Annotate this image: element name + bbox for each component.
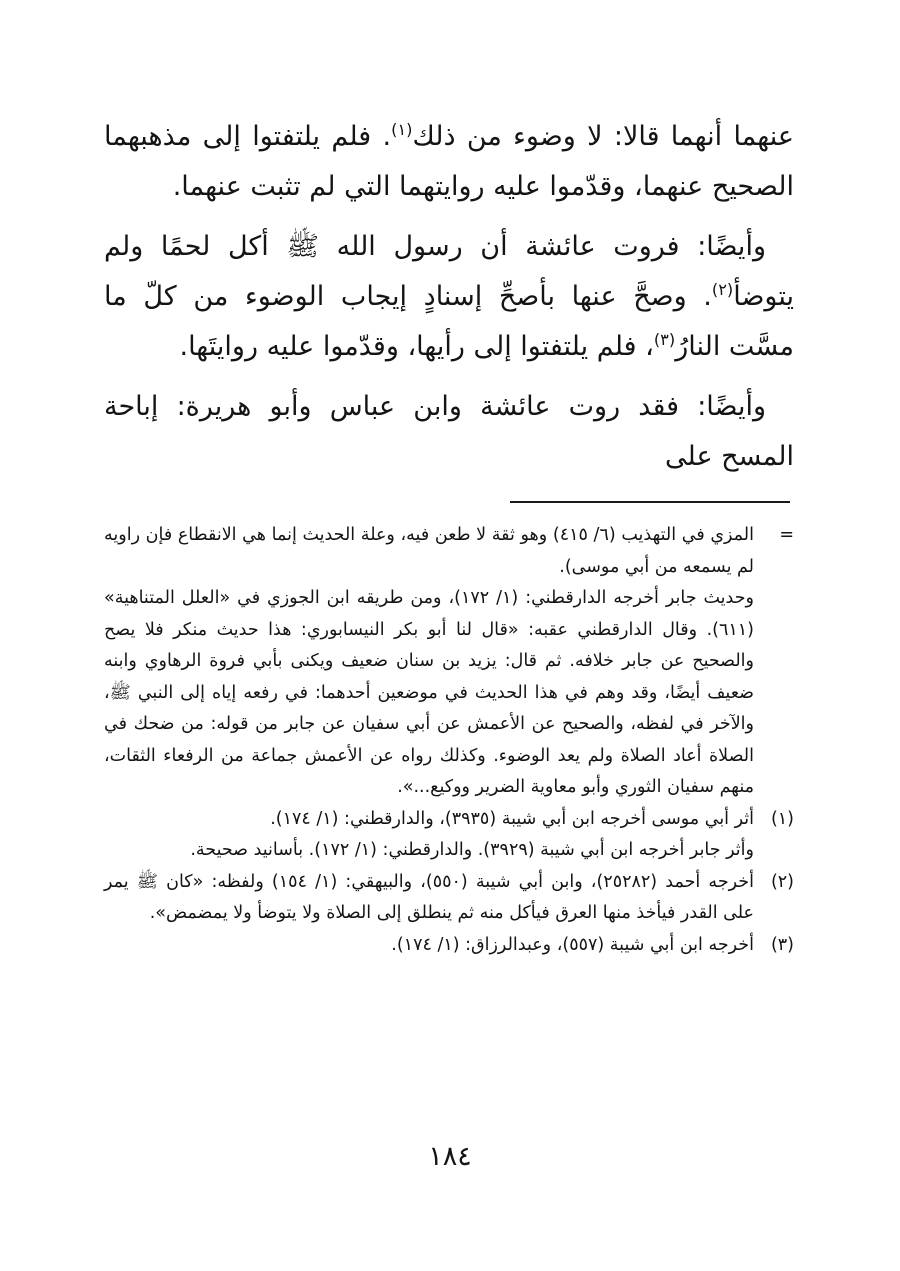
footnotes bbox=[104, 520, 794, 961]
footnote-ref-1[interactable]: (١) bbox=[391, 120, 413, 139]
footnote-2-marker: (٢) bbox=[770, 871, 794, 892]
footnote-2-text: أخرجه أحمد (٢٥٢٨٢)، وابن أبي شيبة (٥٥٠)، والبيهقي: (١/ ١٥٤) ولفظه: «كان ﷺ يمر على القدر فيأخذ منها العرق فيأكل منه ثم ينطلق إلى الصلاة ولا يتوضأ ولا يمضمض». bbox=[104, 871, 754, 923]
footnote-continuation-line-1: المزي في التهذيب (٦/ ٤١٥) وهو ثقة لا طعن فيه، وعلة الحديث إنما هي الانقطاع فإن راويه لم يسمعه من أبي موسى). bbox=[104, 525, 754, 577]
footnote-ref-2[interactable]: (٢) bbox=[711, 280, 734, 299]
footnote-3-marker: (٣) bbox=[770, 934, 794, 955]
footnote-divider bbox=[510, 501, 790, 503]
paragraph-1 bbox=[104, 112, 794, 212]
paragraph-1-text-b: . فلم يلتفتوا إلى مذهبهما الصحيح عنهما، وقدّموا عليه روايتهما التي لم تثبت عنهما. bbox=[104, 121, 794, 202]
footnote-1-text: أثر أبي موسى أخرجه ابن أبي شيبة (٣٩٣٥)، والدارقطني: (١/ ١٧٤). bbox=[270, 808, 754, 829]
footnote-3 bbox=[104, 930, 794, 962]
paragraph-2-text-c: ، فلم يلتفتوا إلى رأيها، وقدّموا عليه روايتَها. bbox=[179, 331, 654, 362]
footnote-1-extra: وأثر جابر أخرجه ابن أبي شيبة (٣٩٢٩). والدارقطني: (١/ ١٧٢). بأسانيد صحيحة. bbox=[190, 840, 754, 860]
footnote-continuation bbox=[104, 520, 794, 583]
footnote-continuation-marker: = bbox=[779, 525, 794, 545]
main-text bbox=[104, 112, 794, 492]
paragraph-2 bbox=[104, 222, 794, 372]
paragraph-2-text-a: وأيضًا: فروت عائشة أن رسول الله ﷺ أكل لحمًا ولم يتوضأ bbox=[104, 231, 794, 312]
footnote-3-text: أخرجه ابن أبي شيبة (٥٥٧)، وعبدالرزاق: (١/ ١٧٤). bbox=[391, 934, 754, 955]
footnote-continuation-line-2: وحديث جابر أخرجه الدارقطني: (١/ ١٧٢)، ومن طريقه ابن الجوزي في «العلل المتناهية» (٦١١). وقال الدارقطني عقبه: «قال لنا أبو بكر النيسابوري: هذا حديث منكر فلا يصح والصحيح عن جابر خلافه. ثم قال: يزيد بن سنان ضعيف ويكنى بأبي فروة الرهاوي وابنه ضعيف أيضًا، وقد وهم في هذا الحديث في موضعين أحدهما: في رفعه إياه إلى النبي ﷺ، والآخر في لفظه، والصحيح عن الأعمش عن أبي سفيان عن جابر من قوله: من ضحك في الصلاة أعاد الصلاة ولم يعد الوضوء. وكذلك رواه عن الأعمش جماعة من الرفعاء الثقات، منهم سفيان الثوري وأبو معاوية الضرير ووكيع...». bbox=[104, 588, 754, 797]
paragraph-3-text-a: وأيضًا: فقد روت عائشة وابن عباس وأبو هريرة: إباحة المسح على bbox=[104, 391, 794, 472]
paragraph-1-text-a: عنهما أنهما قالا: لا وضوء من ذلك bbox=[412, 121, 794, 152]
footnote-ref-3[interactable]: (٣) bbox=[653, 330, 676, 349]
paragraph-3 bbox=[104, 382, 794, 482]
footnote-1-marker: (١) bbox=[770, 808, 794, 829]
footnote-2 bbox=[104, 867, 794, 930]
footnote-1 bbox=[104, 804, 794, 836]
page-number: ١٨٤ bbox=[428, 1141, 472, 1172]
paragraph-2-text-b: . وصحَّ عنها بأصحِّ إسنادٍ إيجاب الوضوء من كلّ ما مسَّت النارُ bbox=[104, 281, 794, 362]
